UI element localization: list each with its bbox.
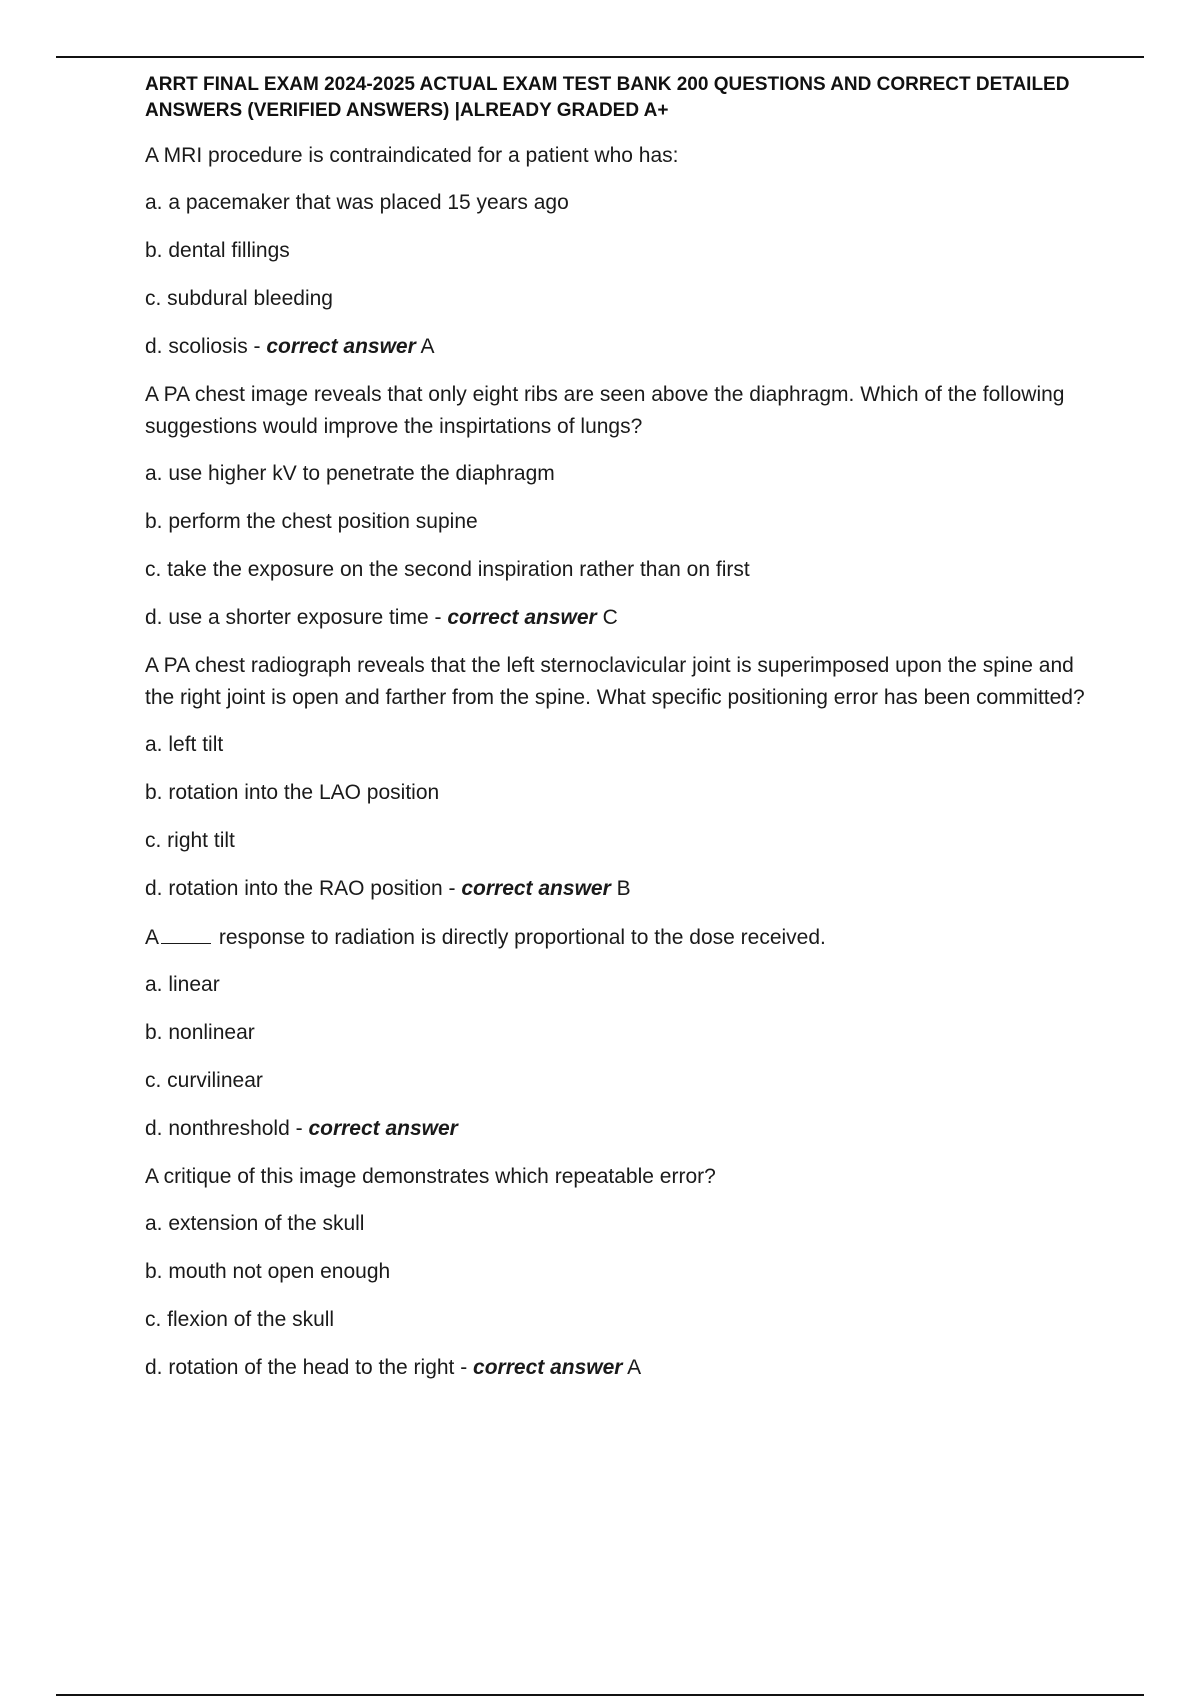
option-d [145, 331, 1105, 363]
option-a: a. left tilt [145, 733, 224, 756]
question-text: A PA chest radiograph reveals that the left sternoclavicular joint is superimposed upon the spine and the right joint is open and farther from the spine. What specific positioning error has been committed? [145, 654, 1085, 709]
answer-label: correct answer [308, 1117, 458, 1140]
question-block [145, 650, 1105, 905]
option-b: b. dental fillings [145, 239, 290, 262]
option-d-text: d. scoliosis - [145, 335, 267, 358]
answer-label: correct answer [447, 606, 597, 629]
option-b: b. perform the chest position supine [145, 510, 478, 533]
option-d [145, 1352, 1105, 1384]
bottom-rule [56, 1694, 1144, 1696]
option-d [145, 1113, 1105, 1145]
option-b: b. nonlinear [145, 1021, 255, 1044]
option-d-text: d. rotation into the RAO position - [145, 877, 462, 900]
top-rule [56, 56, 1144, 58]
question-text: A MRI procedure is contraindicated for a patient who has: [145, 144, 679, 167]
option-c: c. curvilinear [145, 1069, 263, 1092]
answer-value: A [420, 335, 435, 358]
answer-label: correct answer [461, 877, 611, 900]
option-a: a. use higher kV to penetrate the diaphragm [145, 462, 555, 485]
question-text [145, 921, 1105, 954]
option-a: a. linear [145, 973, 220, 996]
question-block [145, 1161, 1105, 1384]
question-block [145, 379, 1105, 634]
option-b: b. mouth not open enough [145, 1260, 391, 1283]
answer-value: C [602, 606, 618, 629]
document-body [145, 72, 1105, 1400]
option-d-text: d. rotation of the head to the right - [145, 1356, 474, 1379]
option-d-text: d. use a shorter exposure time - [145, 606, 448, 629]
answer-value: A [627, 1356, 642, 1379]
option-c: c. flexion of the skull [145, 1308, 335, 1331]
option-c: c. right tilt [145, 829, 235, 852]
answer-label: correct answer [473, 1356, 623, 1379]
option-d-text: d. nonthreshold - [145, 1117, 309, 1140]
question-text: A critique of this image demonstrates which repeatable error? [145, 1165, 716, 1188]
question-text-start: A [145, 926, 160, 949]
question-text-end: response to radiation is directly proportional to the dose received. [213, 926, 826, 949]
answer-label: correct answer [266, 335, 416, 358]
option-c: c. take the exposure on the second inspiration rather than on first [145, 558, 750, 581]
option-b: b. rotation into the LAO position [145, 781, 440, 804]
question-block [145, 140, 1105, 363]
fill-in-blank [161, 921, 211, 944]
option-d [145, 602, 1105, 634]
option-c: c. subdural bleeding [145, 287, 333, 310]
answer-value: B [616, 877, 631, 900]
option-a: a. extension of the skull [145, 1212, 365, 1235]
question-text: A PA chest image reveals that only eight ribs are seen above the diaphragm. Which of the following suggestions would improve the inspirtations of lungs? [145, 383, 1065, 438]
option-d [145, 873, 1105, 905]
option-a: a. a pacemaker that was placed 15 years ago [145, 191, 569, 214]
question-block [145, 921, 1105, 1145]
document-title: ARRT FINAL EXAM 2024-2025 ACTUAL EXAM TEST BANK 200 QUESTIONS AND CORRECT DETAILED ANSWERS (VERIFIED ANSWERS) |ALREADY GRADED A+ [145, 74, 1070, 121]
